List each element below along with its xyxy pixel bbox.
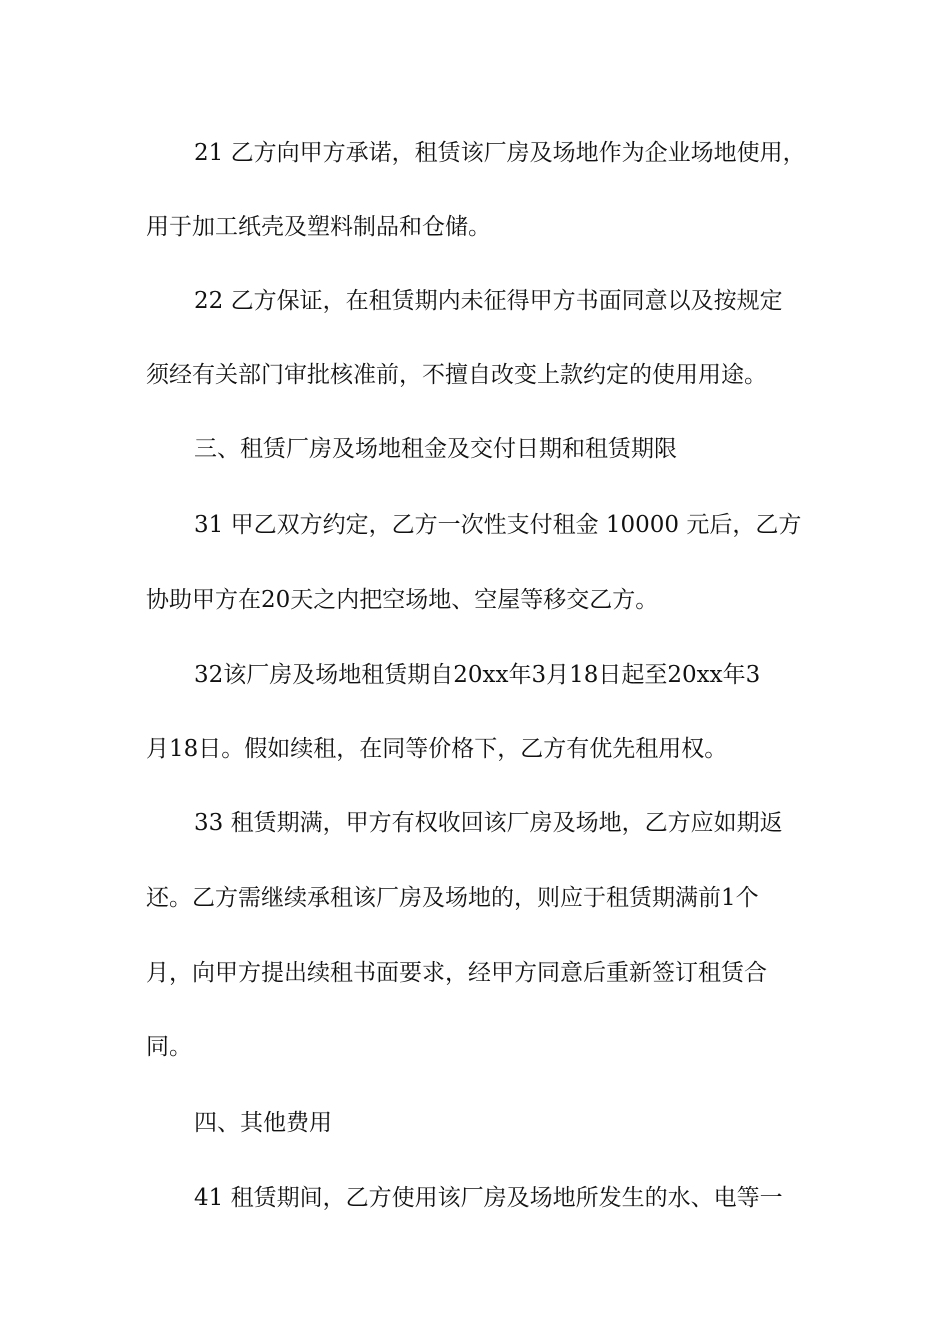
- clause-31-line-1: 31 甲乙双方约定，乙方一次性支付租金 10000 元后，乙方: [194, 512, 802, 538]
- clause-22-line-1: 22 乙方保证，在租赁期内未征得甲方书面同意以及按规定: [194, 288, 783, 314]
- clause-21-line-1: 21 乙方向甲方承诺，租赁该厂房及场地作为企业场地使用，: [194, 140, 806, 166]
- clause-21-line-2: 用于加工纸壳及塑料制品和仓储。: [146, 214, 491, 240]
- clause-33-line-1: 33 租赁期满，甲方有权收回该厂房及场地，乙方应如期返: [194, 810, 783, 836]
- clause-33-line-4: 同。: [146, 1034, 192, 1060]
- clause-31-line-2: 协助甲方在20天之内把空场地、空屋等移交乙方。: [146, 587, 659, 613]
- clause-41-line-1: 41 租赁期间，乙方使用该厂房及场地所发生的水、电等一: [194, 1185, 783, 1211]
- clause-33-line-3: 月，向甲方提出续租书面要求，经甲方同意后重新签订租赁合: [146, 960, 767, 986]
- clause-22-line-2: 须经有关部门审批核准前，不擅自改变上款约定的使用用途。: [146, 362, 767, 388]
- clause-32-line-2: 月18日。假如续租，在同等价格下，乙方有优先租用权。: [146, 736, 728, 762]
- section-4-heading: 四、其他费用: [194, 1110, 332, 1136]
- section-3-heading: 三、租赁厂房及场地租金及交付日期和租赁期限: [194, 436, 677, 462]
- clause-33-line-2: 还。乙方需继续承租该厂房及场地的，则应于租赁期满前1个: [146, 885, 759, 911]
- clause-32-line-1: 32该厂房及场地租赁期自20xx年3月18日起至20xx年3: [194, 662, 761, 688]
